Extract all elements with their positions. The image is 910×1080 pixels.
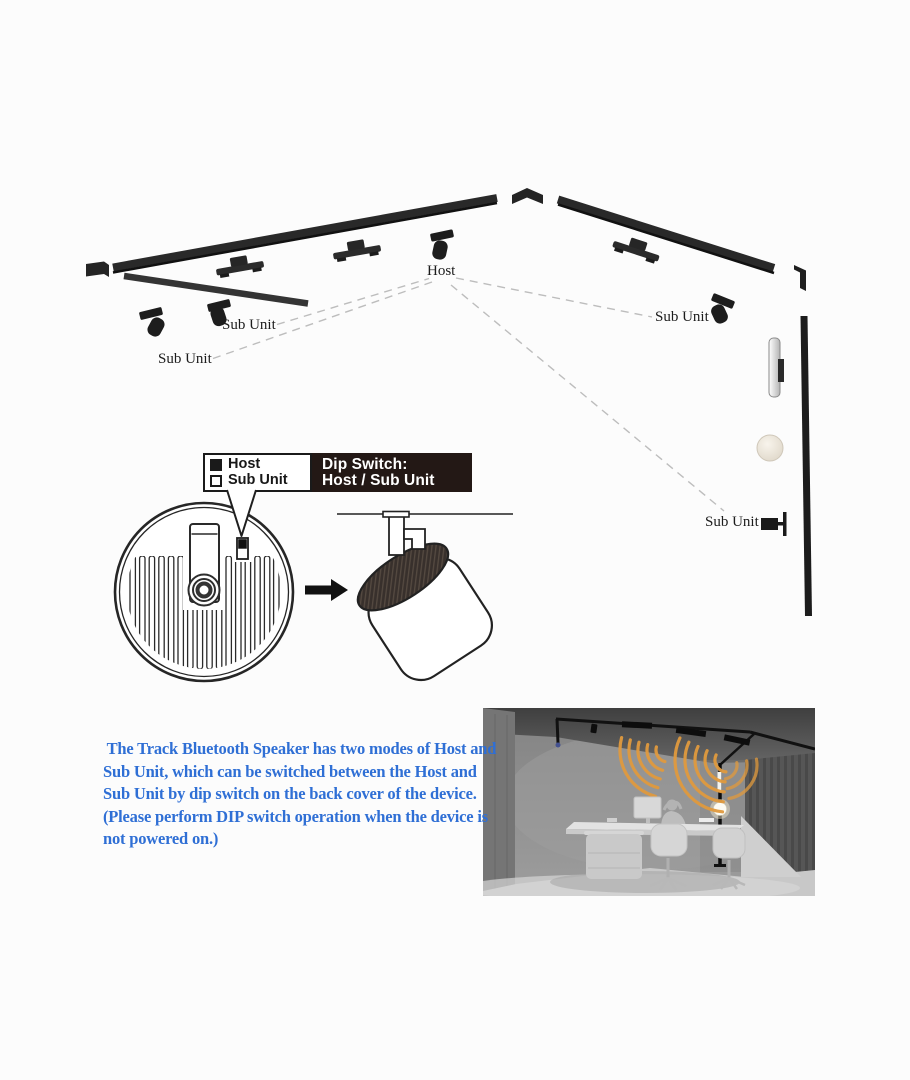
sub-unit-label-left-upper: Sub Unit xyxy=(222,317,276,333)
legend-subunit-row xyxy=(210,473,310,488)
dip-switch-subtitle: Host / Sub Unit xyxy=(322,472,435,489)
host-filled-square-icon xyxy=(210,459,222,471)
legend-panel xyxy=(312,453,472,492)
legend-subunit-label: Sub Unit xyxy=(228,472,288,488)
dip-switch-legend xyxy=(203,453,472,492)
description-line: not powered on.) xyxy=(103,829,219,849)
sub-unit-label-bottom-right: Sub Unit xyxy=(705,514,759,530)
description-line: Sub Unit by dip switch on the back cover of the device. xyxy=(103,784,477,804)
description-paragraph xyxy=(103,738,496,851)
legend-host-row xyxy=(210,457,310,472)
description-line: Sub Unit, which can be switched between the Host and xyxy=(103,761,477,781)
dip-switch-title: Dip Switch: xyxy=(322,456,408,473)
legend-key xyxy=(203,453,312,492)
sub-unit-label-right: Sub Unit xyxy=(655,309,709,325)
description-line: (Please perform DIP switch operation when the device is xyxy=(103,806,488,826)
description-line: The Track Bluetooth Speaker has two modes of Host and xyxy=(103,739,497,758)
host-label: Host xyxy=(427,263,456,279)
legend-host-label: Host xyxy=(228,456,261,472)
sub-unit-label-left-lower: Sub Unit xyxy=(158,351,212,367)
sub-unit-open-square-icon xyxy=(210,475,222,487)
